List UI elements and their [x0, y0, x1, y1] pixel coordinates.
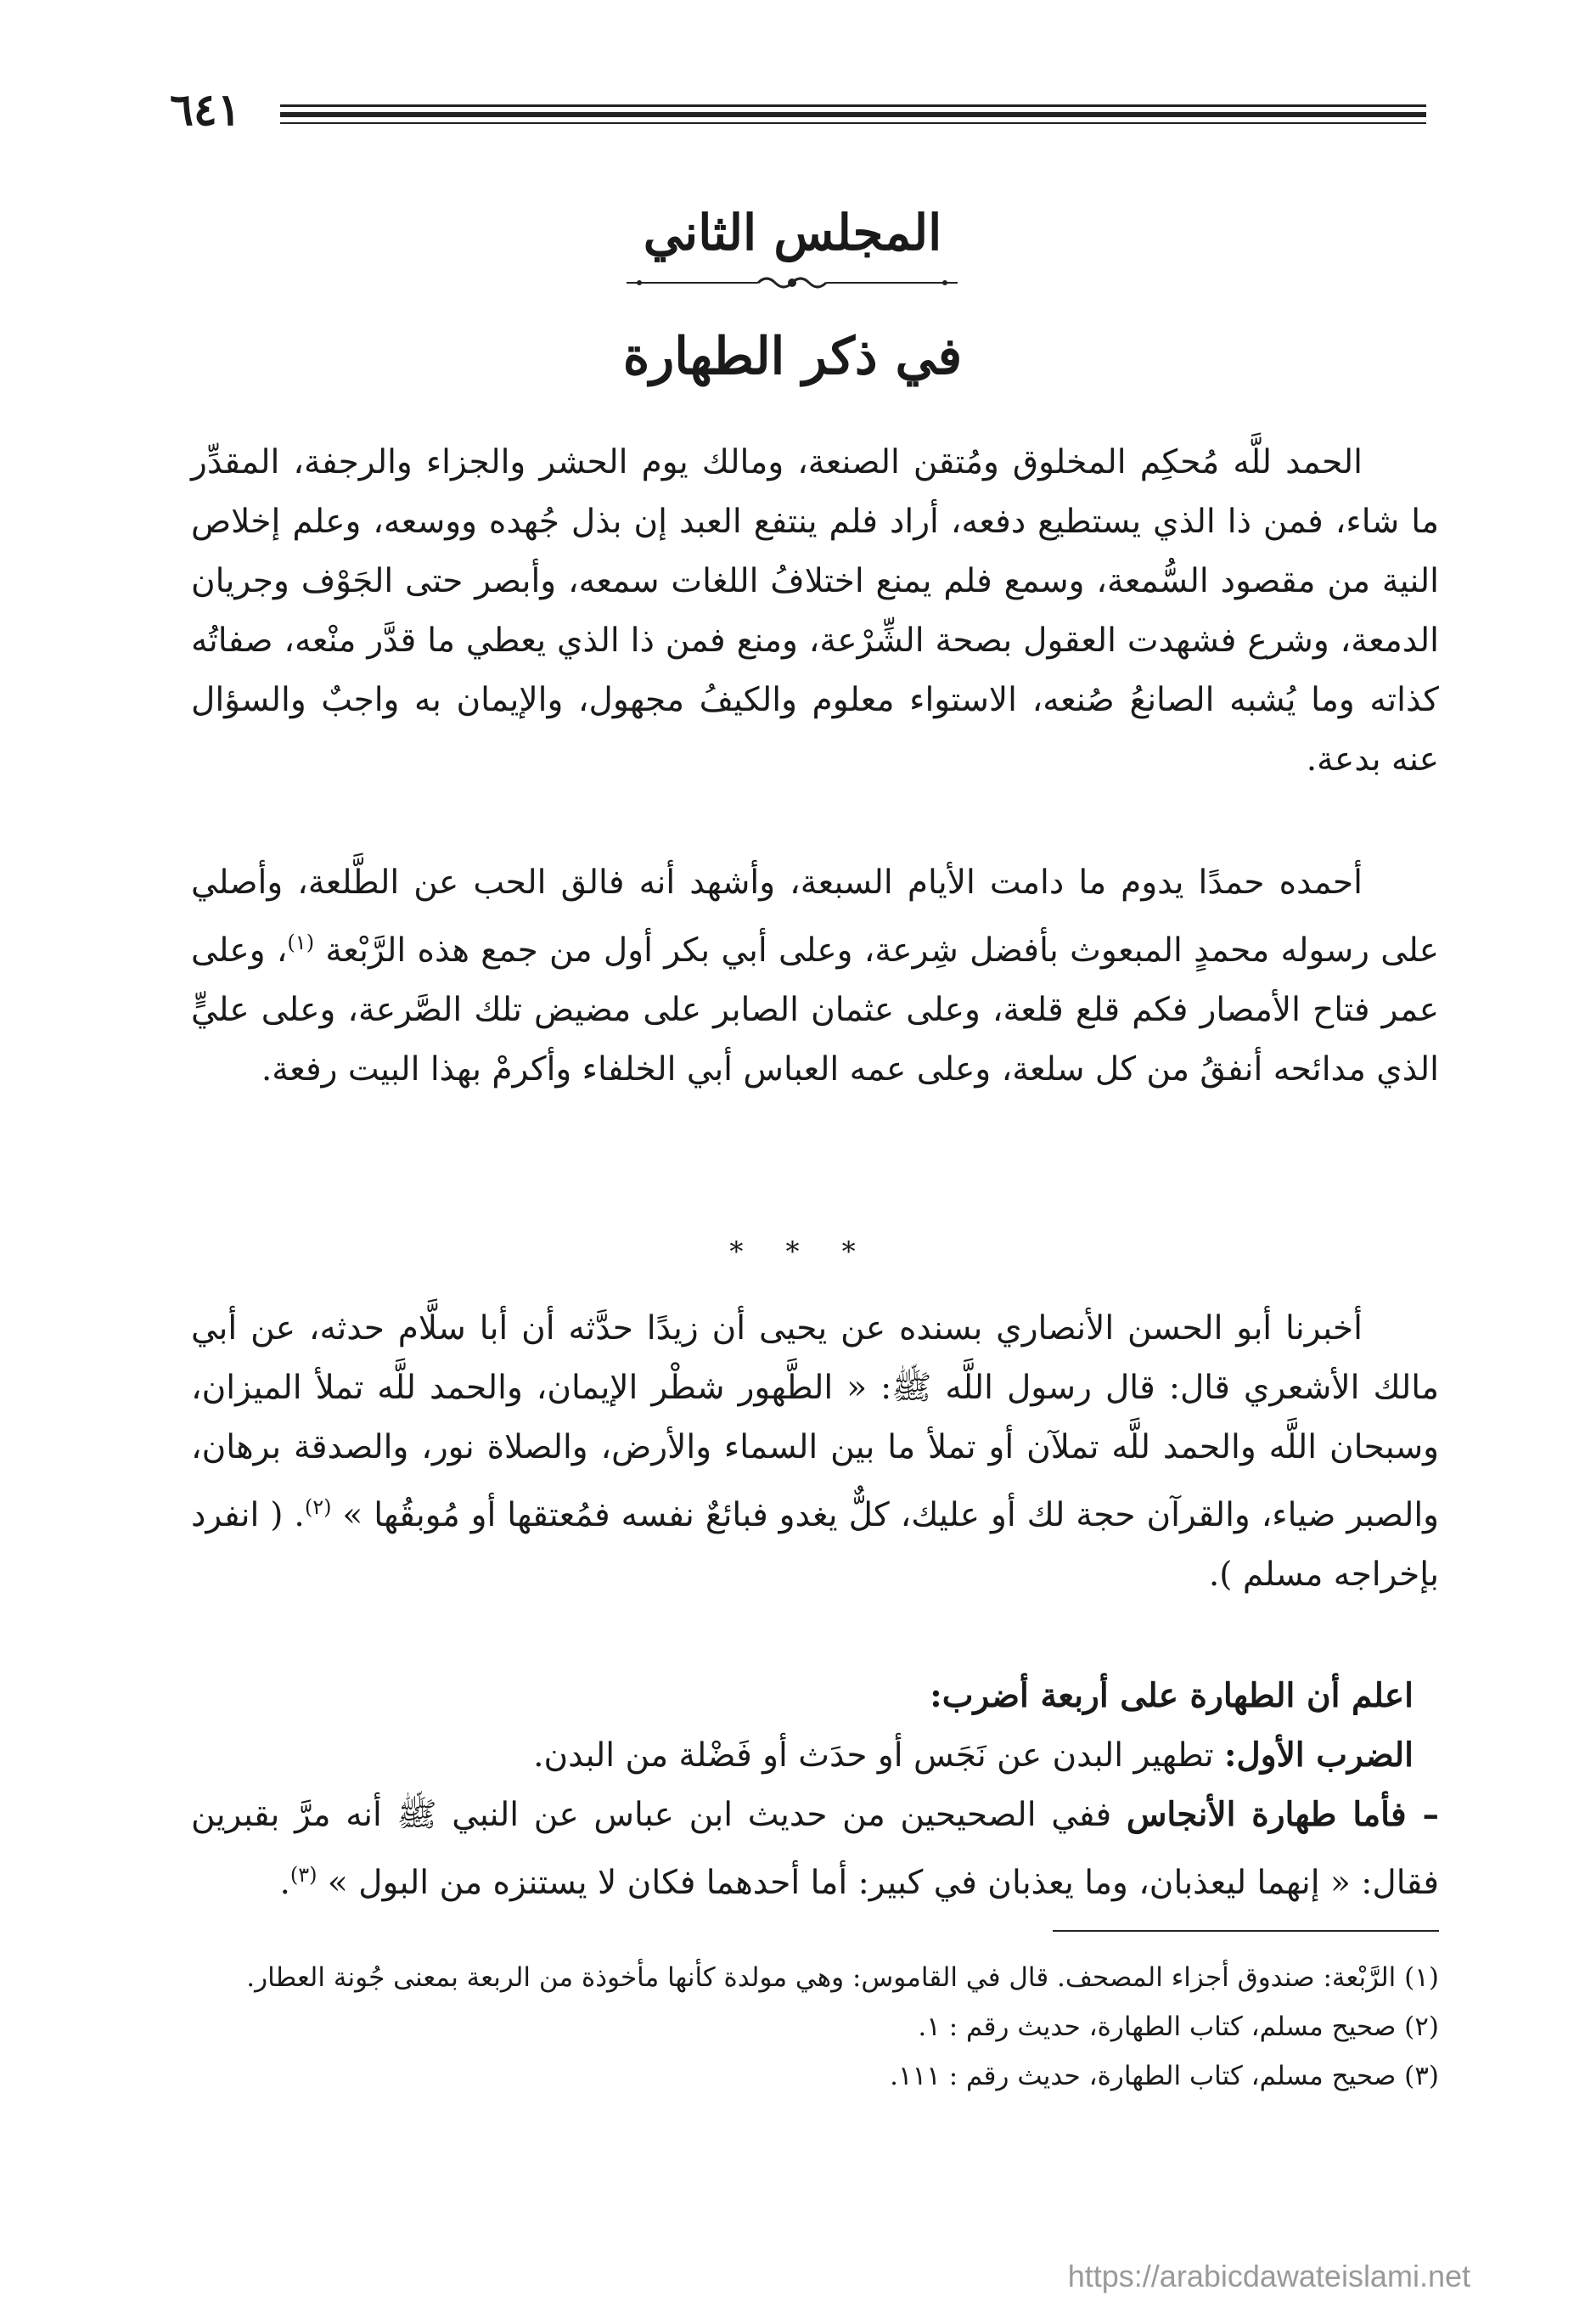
text-run: تطهير البدن عن نَجَس أو حدَث أو فَضْلة من البدن.: [533, 1736, 1224, 1775]
ornament-divider: [622, 270, 962, 295]
paragraph-hadith: [191, 1299, 1439, 1605]
text-run: أخبرنا أبو الحسن الأنصاري بسنده عن يحيى أن زيدًا حدَّثه أن أبا سلَّام حدثه، عن أبي مالك الأشعري قال: قال رسول اللَّه ﷺ: « الطَّهور شطْر الإيمان، والحمد للَّه تملأ الميزان، وسبحان اللَّه والحمد للَّه تملآن أو تملأ ما بين السماء والأرض، والصلاة نور، والصدقة برهان، والصبر ضياء، والقرآن حجة لك أو عليك، كلٌّ يغدو فبائعٌ نفسه فمُعتقها أو مُوبقُها »: [191, 1309, 1439, 1534]
footnote-ref: (٣): [289, 1863, 318, 1887]
watermark: https://arabicdawateislami.net: [1067, 2259, 1470, 2293]
header-rule: [280, 122, 1426, 124]
page-number: ٦٤١: [170, 84, 241, 136]
topic-title: في ذكر الطهارة: [622, 327, 963, 386]
paragraph-text: [191, 853, 1439, 1100]
paragraph-text: [191, 1299, 1439, 1605]
section-heading: اعلم أن الطهارة على أربعة أضرب:: [930, 1676, 1414, 1715]
page-header: [170, 85, 1426, 136]
text-run: ففي الصحيحين من حديث ابن عباس عن النبي ﷺ أنه مرَّ بقبرين فقال: « إنهما ليعذبان، وما يعذبان في كبير: أما أحدهما فكان لا يستنزه من البول »: [191, 1796, 1439, 1902]
label: – فأما طهارة الأنجاس: [1126, 1795, 1440, 1834]
session-title: المجلس الثاني: [643, 204, 942, 262]
header-rule: [280, 104, 1426, 107]
footnotes: [191, 1953, 1439, 2101]
section-separator: * * *: [729, 1235, 856, 1268]
text-run: ، وعلى عمر فتاح الأمصار فكم قلع قلعة، وعلى عثمان الصابر على مضيض تلك الصَّرعة، وعلى عليٍّ الذي مدائحه أنفقُ من كل سلعة، وعلى عمه العباس أبي الخلفاء وأكرمْ بهذا البيت رفعة.: [191, 931, 1439, 1089]
text-run: .: [279, 1864, 290, 1902]
footnote: (٢) صحيح مسلم، كتاب الطهارة، حديث رقم : ١.: [918, 2012, 1439, 2042]
paragraph-salutation: [191, 853, 1439, 1100]
footnote: (١) الرَّبْعة: صندوق أجزاء المصحف. قال في القاموس: وهي مولدة كأنها مأخوذة من الربعة بمعنى جُونة العطار.: [246, 1962, 1439, 1993]
text-run: . ( انفرد بإخراجه مسلم ).: [191, 1496, 1439, 1594]
footnote: (٣) صحيح مسلم، كتاب الطهارة، حديث رقم : ١١١.: [890, 2061, 1439, 2091]
paragraph-text: الحمد للَّه مُحكِم المخلوق ومُتقن الصنعة، ومالك يوم الحشر والجزاء والرجفة، المقدِّر ما شاء، فمن ذا الذي يستطيع دفعه، أراد فلم ينتفع العبد إن بذل جُهده ووسعه، وعلم إخلاص النية من مقصود السُّمعة، وسمع فلم يمنع اختلافُ اللغات سمعه، وأبصر حتى الجَوْف وجريان الدمعة، وشرع فشهدت العقول بصحة الشِّرْعة، ومنع فمن ذا الذي يعطي ما قدَّر منْعه، صفاتُه كذاته وما يُشبه الصانعُ صُنعه، الاستواء معلوم والكيفُ مجهول، والإيمان به واجبٌ والسؤال عنه بدعة.: [191, 443, 1439, 779]
header-rule: [280, 112, 1426, 117]
footnote-ref: (٢): [304, 1495, 332, 1519]
paragraph-praise: [191, 433, 1439, 790]
footnote-ref: (١): [287, 931, 315, 954]
impurities-paragraph: [191, 1785, 1439, 1913]
first-type: [191, 1725, 1439, 1786]
label: الضرب الأول:: [1224, 1736, 1414, 1775]
text-run: أحمده حمدًا يدوم ما دامت الأيام السبعة، وأشهد أنه فالق الحب عن الطَّلعة، وأصلي على رسوله محمدٍ المبعوث بأفضل شِرعة، وعلى أبي بكر أول من جمع هذه الرَّبْعة: [191, 864, 1439, 970]
footnote-divider: [1053, 1930, 1439, 1932]
